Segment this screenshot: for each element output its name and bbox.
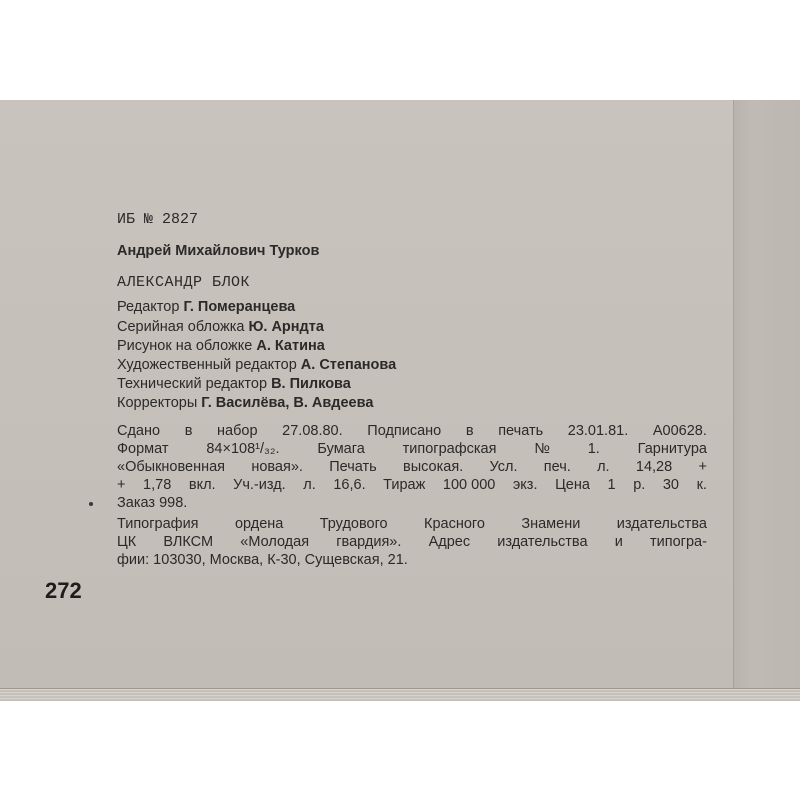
word: Красного	[424, 516, 485, 532]
word: 23.01.81.	[567, 423, 629, 439]
credit-name: А. Степанова	[300, 357, 397, 373]
word: типогра-	[650, 534, 707, 550]
credit-name: А. Катина	[256, 338, 325, 354]
book-title: АЛЕКСАНДР БЛОК	[117, 274, 251, 291]
word: Адрес	[428, 534, 471, 550]
page-number: 272	[45, 578, 82, 603]
credit-line	[117, 376, 351, 392]
word: +	[698, 459, 707, 475]
word: Тираж	[383, 477, 426, 493]
credit-line	[117, 357, 396, 373]
credit-role: Серийная обложка	[117, 319, 249, 335]
word: типографская	[402, 441, 497, 457]
word: высокая.	[403, 459, 464, 475]
word: Печать	[329, 459, 377, 475]
word: А00628.	[652, 423, 707, 439]
print-details-line	[117, 459, 707, 475]
word: ЦК	[117, 534, 137, 550]
print-details-line	[117, 423, 707, 439]
word: экз.	[512, 477, 538, 493]
word: 14,28	[635, 459, 673, 475]
word: печать	[498, 423, 544, 439]
word: 27.08.80.	[282, 423, 343, 439]
word: Формат	[117, 441, 169, 457]
word: в	[465, 423, 474, 439]
word: к.	[696, 477, 707, 493]
word: и	[614, 534, 623, 550]
word: издательства	[616, 516, 707, 532]
word: +	[117, 477, 126, 493]
credit-line	[117, 395, 373, 411]
printer-line	[117, 516, 707, 532]
word: 30	[662, 477, 679, 493]
word: №	[534, 441, 550, 457]
printer-line	[117, 534, 707, 550]
word: 100 000	[442, 477, 496, 493]
word: Усл.	[489, 459, 518, 475]
printer-address: фии: 103030, Москва, К-30, Сущевская, 21.	[117, 552, 408, 568]
word: л.	[303, 477, 316, 493]
word: 1.	[587, 441, 600, 457]
word: Гарнитура	[637, 441, 707, 457]
page-stack-edge	[0, 688, 800, 701]
print-dot	[89, 502, 93, 506]
word: Знамени	[521, 516, 581, 532]
word: ордена	[234, 516, 284, 532]
word: 1,78	[143, 477, 172, 493]
word: 84×108¹/₃₂.	[206, 441, 280, 457]
word: печ.	[543, 459, 571, 475]
word: в	[184, 423, 193, 439]
word: Типография	[117, 516, 199, 532]
credit-role: Редактор	[117, 299, 184, 315]
credit-role: Рисунок на обложке	[117, 338, 257, 354]
word: л.	[597, 459, 610, 475]
credit-line	[117, 319, 324, 335]
ib-number: ИБ № 2827	[117, 211, 199, 228]
credit-name: Г. Померанцева	[183, 299, 296, 315]
credit-role: Технический редактор	[117, 376, 272, 392]
word: издательства	[497, 534, 588, 550]
print-details-line	[117, 477, 707, 493]
word: Цена	[555, 477, 590, 493]
word: Уч.-изд.	[233, 477, 286, 493]
facing-page-edge	[733, 100, 800, 698]
credit-role: Художественный редактор	[117, 357, 301, 373]
word: ВЛКСМ	[163, 534, 214, 550]
credit-role: Корректоры	[117, 395, 202, 411]
word: Трудового	[319, 516, 388, 532]
print-order-number: Заказ 998.	[117, 495, 188, 511]
word: Подписано	[367, 423, 442, 439]
word: новая».	[251, 459, 303, 475]
word: гвардия».	[336, 534, 402, 550]
word: «Обыкновенная	[117, 459, 226, 475]
credit-line	[117, 299, 295, 315]
credit-name: Ю. Арндта	[248, 319, 324, 335]
credit-line	[117, 338, 325, 354]
word: 16,6.	[333, 477, 366, 493]
word: набор	[217, 423, 258, 439]
print-details-line	[117, 441, 707, 457]
word: Бумага	[317, 441, 365, 457]
credit-name: В. Пилкова	[271, 376, 351, 392]
word: вкл.	[188, 477, 216, 493]
word: 1	[607, 477, 616, 493]
word: р.	[633, 477, 646, 493]
author-name: Андрей Михайлович Турков	[117, 243, 320, 259]
credit-name: Г. Василёва, В. Авдеева	[201, 395, 374, 411]
word: «Молодая	[240, 534, 310, 550]
word: Сдано	[117, 423, 161, 439]
